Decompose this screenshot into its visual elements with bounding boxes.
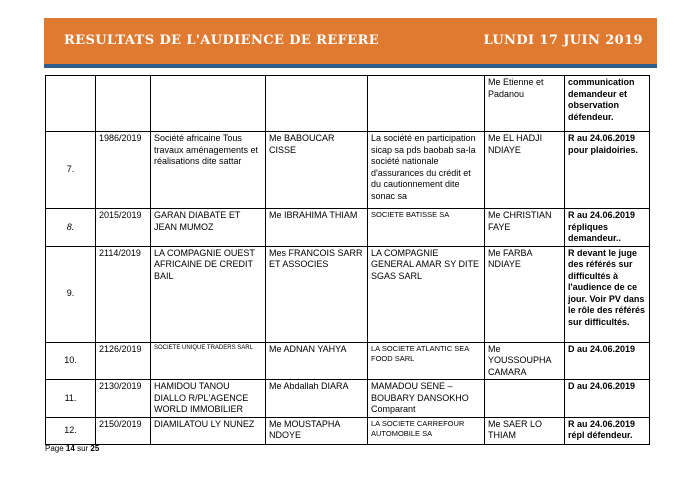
plaintiff: GARAN DIABATE ET JEAN MUMOZ — [151, 209, 266, 247]
case-reference: 1986/2019 — [96, 132, 151, 209]
defendant-lawyer: Me EL HADJI NDIAYE — [485, 132, 565, 209]
defendant-lawyer: Me SAER LO THIAM — [485, 417, 565, 444]
decision: R devant le juge des référés sur difficultés à l'audience de ce jour. Voir PV dans le rôle des référés sur difficultés. — [565, 246, 650, 342]
defendant: La société en participation sicap sa pds baobab sa-la société nationale d'assurances du crédit et du cautionnement dite sonac sa — [368, 132, 485, 209]
plaintiff-lawyer: Mes FRANCOIS SARR ET ASSOCIES — [266, 246, 368, 342]
decision: D au 24.06.2019 — [565, 380, 650, 418]
case-reference: 2126/2019 — [96, 342, 151, 380]
plaintiff-lawyer: Me ADNAN YAHYA — [266, 342, 368, 380]
hearing-date: LUNDI 17 JUIN 2019 — [483, 33, 643, 48]
plaintiff-lawyer: Me Abdallah DIARA — [266, 380, 368, 418]
plaintiff: HAMIDOU TANOU DIALLO R/PL'AGENCE WORLD IMMOBILIER — [151, 380, 266, 418]
plaintiff — [151, 76, 266, 132]
defendant: SOCIETE BATISSE SA — [368, 209, 485, 247]
table-row — [46, 209, 650, 247]
plaintiff: LA COMPAGNIE OUEST AFRICAINE DE CREDIT BAIL — [151, 246, 266, 342]
plaintiff-lawyer: Me IBRAHIMA THIAM — [266, 209, 368, 247]
plaintiff-lawyer: Me MOUSTAPHA NDOYE — [266, 417, 368, 444]
table-row — [46, 132, 650, 209]
row-number: 10. — [46, 342, 96, 380]
defendant — [368, 76, 485, 132]
page-label: Page — [45, 444, 64, 453]
row-number: 12. — [46, 417, 96, 444]
case-reference: 2114/2019 — [96, 246, 151, 342]
case-reference: 2130/2019 — [96, 380, 151, 418]
decision: R au 24.06.2019 répl défendeur. — [565, 417, 650, 444]
plaintiff: SOCIETE UNIQUE TRADERS SARL — [151, 342, 266, 380]
page-total: 25 — [90, 444, 100, 453]
table-row — [46, 417, 650, 444]
decision: R au 24.06.2019 pour plaidoiries. — [565, 132, 650, 209]
case-reference: 2015/2019 — [96, 209, 151, 247]
results-table — [45, 75, 650, 445]
header-banner — [44, 18, 657, 68]
defendant: LA COMPAGNIE GENERAL AMAR SY DITE SGAS SARL — [368, 246, 485, 342]
row-number: 11. — [46, 380, 96, 418]
plaintiff: Société africaine Tous travaux aménagements et réalisations dite sattar — [151, 132, 266, 209]
defendant-lawyer: Me Etienne et Padanou — [485, 76, 565, 132]
row-number — [46, 76, 96, 132]
table-row — [46, 342, 650, 380]
decision: communication demandeur et observation défendeur. — [565, 76, 650, 132]
row-number: 8. — [46, 209, 96, 247]
page-separator: sur — [77, 444, 89, 453]
defendant-lawyer: Me CHRISTIAN FAYE — [485, 209, 565, 247]
page-title: RESULTATS DE L'AUDIENCE DE REFERE — [64, 33, 380, 48]
defendant: MAMADOU SENE – BOUBARY DANSOKHO Comparant — [368, 380, 485, 418]
table-row — [46, 380, 650, 418]
decision: D au 24.06.2019 — [565, 342, 650, 380]
table-row — [46, 246, 650, 342]
row-number: 9. — [46, 246, 96, 342]
case-reference: 2150/2019 — [96, 417, 151, 444]
plaintiff: DIAMILATOU LY NUNEZ — [151, 417, 266, 444]
row-number: 7. — [46, 132, 96, 209]
decision: R au 24.06.2019 répliques demandeur.. — [565, 209, 650, 247]
case-reference — [96, 76, 151, 132]
page-footer — [45, 444, 99, 453]
defendant: LA SOCIETE CARREFOUR AUTOMOBILE SA — [368, 417, 485, 444]
defendant-lawyer — [485, 380, 565, 418]
plaintiff-lawyer — [266, 76, 368, 132]
defendant-lawyer: Me YOUSSOUPHA CAMARA — [485, 342, 565, 380]
defendant-lawyer: Me FARBA NDIAYE — [485, 246, 565, 342]
page-current: 14 — [65, 444, 75, 453]
table-row — [46, 76, 650, 132]
defendant: LA SOCIETE ATLANTIC SEA FOOD SARL — [368, 342, 485, 380]
plaintiff-lawyer: Me BABOUCAR CISSE — [266, 132, 368, 209]
